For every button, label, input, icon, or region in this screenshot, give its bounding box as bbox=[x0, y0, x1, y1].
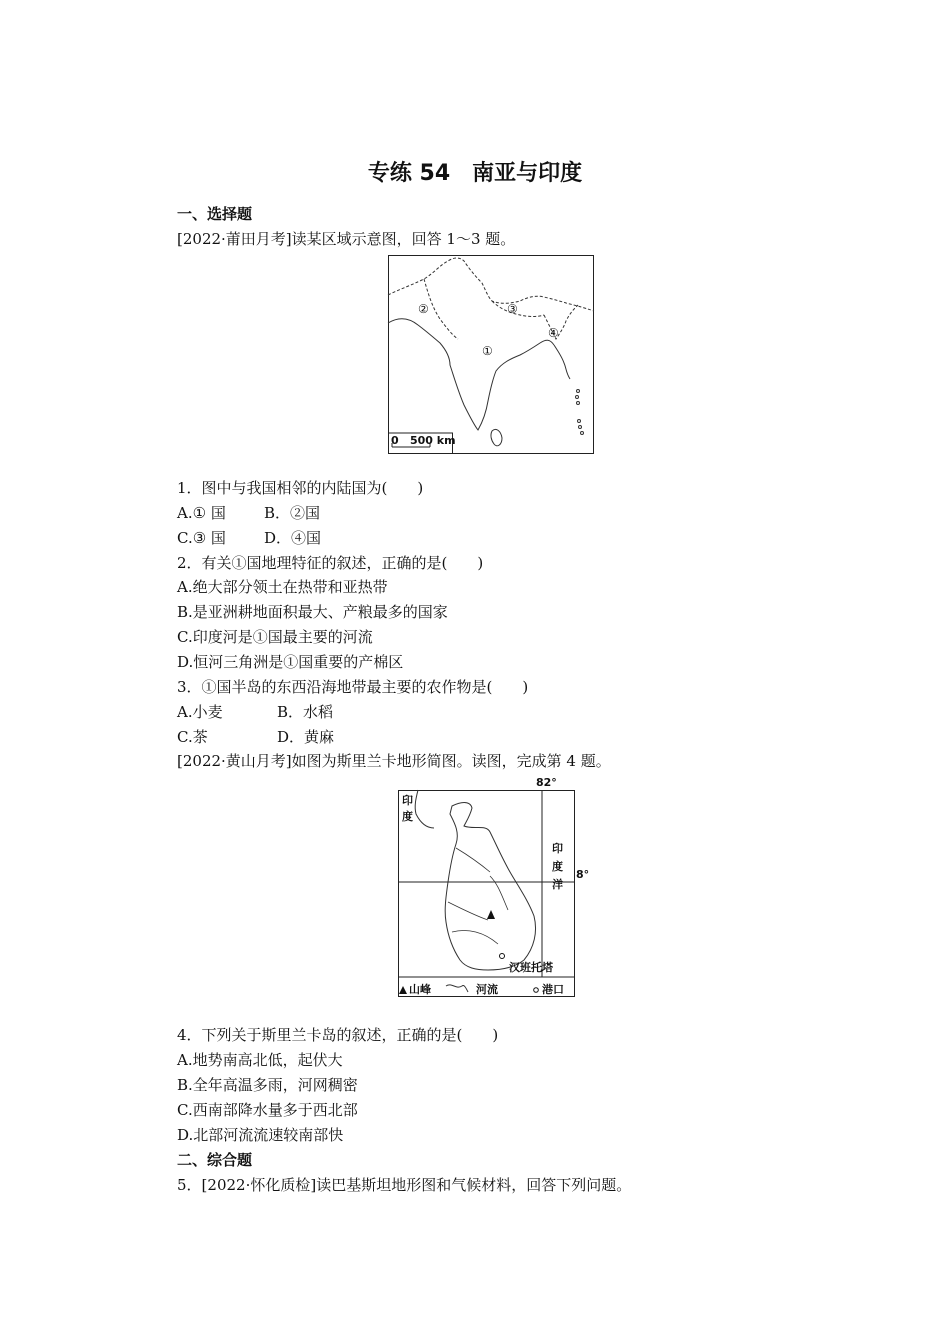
page-title: 专练 54 南亚与印度 bbox=[367, 161, 583, 186]
q3-option-c: C.茶 bbox=[177, 728, 208, 746]
intro-map1: [2022·莆田月考]读某区域示意图，回答 1～3 题。 bbox=[177, 230, 516, 248]
q3-option-d: D．黄麻 bbox=[277, 728, 335, 746]
ocean-label-3: 洋 bbox=[552, 878, 563, 891]
section-comprehensive-heading: 二、综合题 bbox=[177, 1151, 253, 1169]
q1-option-b: B．②国 bbox=[264, 504, 321, 522]
q4-option-b: B.全年高温多雨，河网稠密 bbox=[177, 1076, 358, 1094]
south-asia-map bbox=[388, 255, 594, 454]
section-choice-heading: 一、选择题 bbox=[177, 205, 253, 223]
question-3: 3．①国半岛的东西沿海地带最主要的农作物是( ) bbox=[177, 678, 529, 696]
india-label-1: 印 bbox=[402, 794, 413, 807]
question-2: 2．有关①国地理特征的叙述，正确的是( ) bbox=[177, 554, 484, 572]
lat-label: 8° bbox=[576, 868, 590, 881]
ocean-label-2: 度 bbox=[552, 860, 563, 873]
q1-option-c: C.③ 国 bbox=[177, 529, 226, 547]
map1-label-3: ③ bbox=[507, 302, 518, 316]
legend-peak: 山峰 bbox=[409, 983, 431, 996]
intro-map2: [2022·黄山月考]如图为斯里兰卡地形简图。读图，完成第 4 题。 bbox=[177, 752, 611, 770]
question-1: 1．图中与我国相邻的内陆国为( ) bbox=[177, 479, 424, 497]
q2-option-c: C.印度河是①国最主要的河流 bbox=[177, 628, 373, 646]
scale-zero: 0 bbox=[391, 434, 399, 447]
ocean-label-1: 印 bbox=[552, 842, 563, 855]
q2-option-a: A.绝大部分领土在热带和亚热带 bbox=[177, 578, 388, 596]
lon-label: 82° bbox=[536, 776, 557, 789]
q2-option-b: B.是亚洲耕地面积最大、产粮最多的国家 bbox=[177, 603, 448, 621]
q4-option-c: C.西南部降水量多于西北部 bbox=[177, 1101, 358, 1119]
question-4: 4．下列关于斯里兰卡岛的叙述，正确的是( ) bbox=[177, 1026, 499, 1044]
sri-lanka-map bbox=[390, 772, 590, 1000]
q2-option-d: D.恒河三角洲是①国重要的产棉区 bbox=[177, 653, 404, 671]
q3-option-b: B．水稻 bbox=[277, 703, 334, 721]
port-label: 汉班托塔 bbox=[509, 961, 553, 974]
q1-option-a: A.① 国 bbox=[177, 504, 226, 522]
india-label-2: 度 bbox=[402, 810, 413, 823]
legend-port: 港口 bbox=[542, 983, 564, 996]
legend-port-icon bbox=[534, 988, 539, 993]
scale-text: 500 km bbox=[410, 434, 456, 447]
q4-option-a: A.地势南高北低，起伏大 bbox=[177, 1051, 343, 1069]
q3-option-a: A.小麦 bbox=[177, 703, 223, 721]
question-5: 5．[2022·怀化质检]读巴基斯坦地形图和气候材料，回答下列问题。 bbox=[177, 1176, 632, 1194]
map1-label-1: ① bbox=[482, 344, 493, 358]
legend-river: 河流 bbox=[476, 983, 498, 996]
map1-label-4: ④ bbox=[548, 326, 559, 340]
q1-option-d: D．④国 bbox=[264, 529, 322, 547]
q4-option-d: D.北部河流流速较南部快 bbox=[177, 1126, 344, 1144]
map1-label-2: ② bbox=[418, 302, 429, 316]
